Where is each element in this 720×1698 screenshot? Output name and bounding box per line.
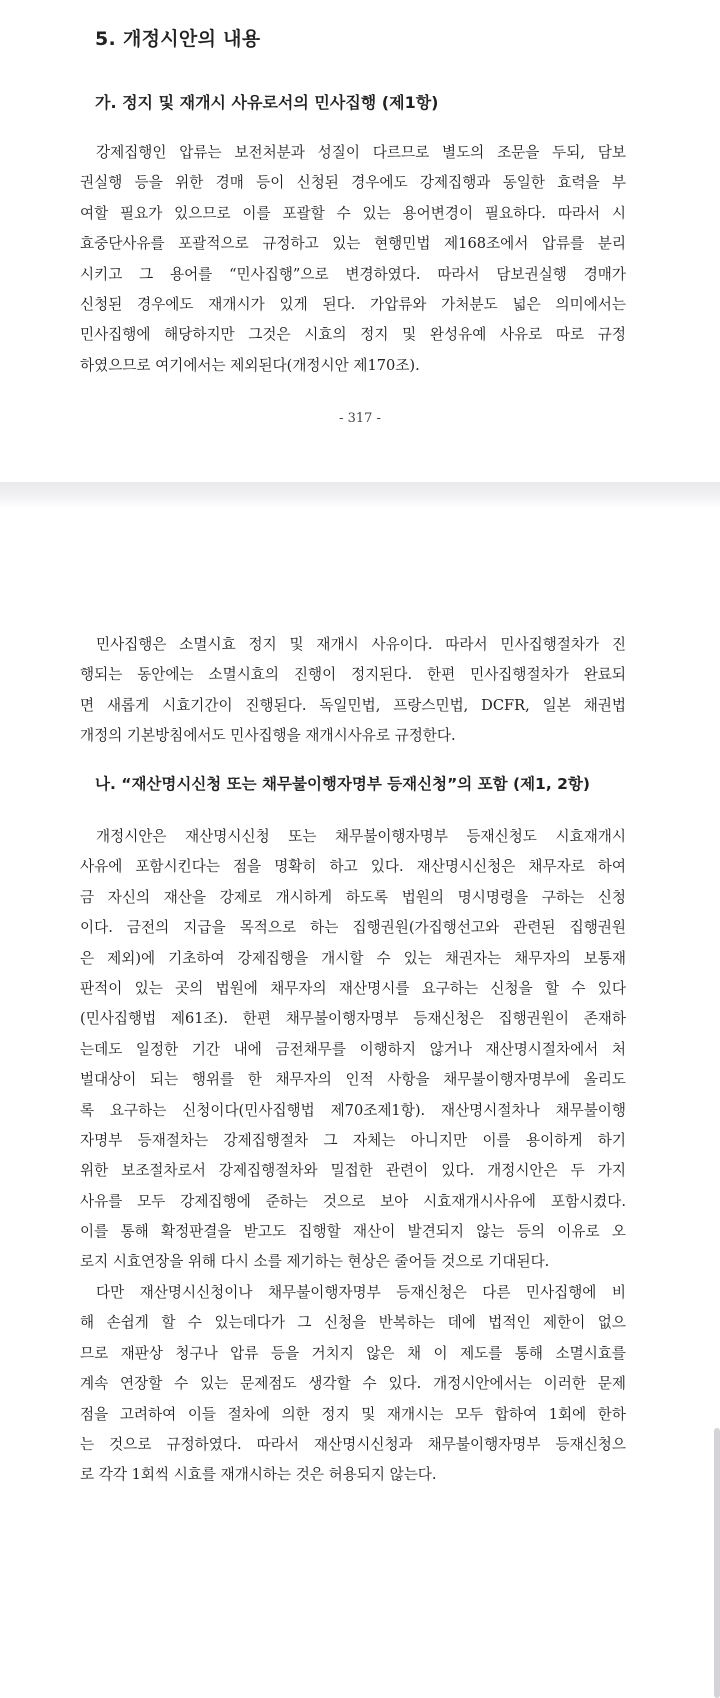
text-line: 점을 고려하여 이들 절차에 의한 정지 및 재개시는 모두 합하여 1회에 한하	[80, 1405, 626, 1423]
text-line: 강제집행인 압류는 보전처분과 성질이 다르므로 별도의 조문을 두되, 담보	[96, 144, 626, 161]
text-line: 사유를 모두 강제집행에 준하는 것으로 보아 시효재개시사유에 포함시켰다.	[80, 1192, 626, 1210]
text-line: 면 새롭게 시효기간이 진행된다. 독일민법, 프랑스민법, DCFR, 일본 채권법	[80, 696, 626, 714]
text-line: 시키고 그 용어를 “민사집행”으로 변경하였다. 따라서 담보권실행 경매가	[80, 265, 626, 283]
document-page-317	[0, 0, 720, 482]
text-line: 민사집행은 소멸시효 정지 및 재개시 사유이다. 따라서 민사집행절차가 진	[96, 636, 626, 653]
text-line: 위한 보조절차로서 강제집행절차와 밀접한 관련이 있다. 개정시안은 두 가지	[80, 1162, 626, 1180]
text-line: 이다. 금전의 지급을 목적으로 하는 집행권원(가집행선고와 관련된 집행권원	[80, 919, 626, 937]
text-line: 계속 연장할 수 있는 문제점도 생각할 수 있다. 개정시안에서는 이러한 문제	[80, 1375, 626, 1393]
text-line: (민사집행법 제61조). 한편 채무불이행자명부 등재신청은 집행권원이 존재하	[80, 1010, 626, 1028]
scrollbar[interactable]	[714, 1428, 720, 1698]
text-line: 신청된 경우에도 재개시가 있게 된다. 가압류와 가처분도 넓은 의미에서는	[80, 295, 626, 313]
text-line: 벌대상이 되는 행위를 한 채무자의 인적 사항을 채무불이행자명부에 올리도	[80, 1071, 626, 1089]
page-separator	[0, 482, 720, 508]
text-line: 권실행 등을 위한 경매 등이 신청된 경우에도 강제집행과 동일한 효력을 부	[80, 174, 626, 192]
page-number: - 317 -	[339, 411, 381, 426]
text-line: 는 것으로 규정하였다. 따라서 재산명시신청과 채무불이행자명부 등재신청으	[80, 1435, 626, 1453]
text-line: 는데도 일정한 기간 내에 금전채무를 이행하지 않거나 재산명시절차에서 처	[80, 1040, 626, 1058]
text-line: 다만 재산명시신청이나 채무불이행자명부 등재신청은 다른 민사집행에 비	[96, 1284, 626, 1301]
text-line: 금 자신의 재산을 강제로 개시하게 하도록 법원의 명시명령을 구하는 신청	[80, 888, 626, 906]
text-line: 로 각각 1회씩 시효를 재개시하는 것은 허용되지 않는다.	[80, 1466, 437, 1484]
text-line: 자명부 등재절차는 강제집행절차 그 자체는 아니지만 이를 용이하게 하기	[80, 1131, 626, 1149]
text-line: 이를 통해 확정판결을 받고도 집행할 재산이 발견되지 않는 등의 이유로 오	[80, 1223, 626, 1241]
document-page-318[interactable]	[0, 508, 720, 1484]
text-line: 효중단사유를 포괄적으로 규정하고 있는 현행민법 제168조에서 압류를 분리	[80, 235, 626, 253]
text-line: 해 손쉽게 할 수 있는데다가 그 신청을 반복하는 데에 법적인 제한이 없으	[80, 1314, 626, 1332]
paragraph-continuation	[80, 630, 626, 752]
paragraph-na-2	[80, 1278, 626, 1491]
text-line: 은 제외)에 기초하여 강제집행을 개시할 수 있는 채권자는 채무자의 보통재	[80, 949, 626, 967]
text-line: 행되는 동안에는 소멸시효의 진행이 정지된다. 한편 민사집행절차가 완료되	[80, 666, 626, 684]
text-line: 사유에 포함시킨다는 점을 명확히 하고 있다. 재산명시신청은 채무자로 하여	[80, 858, 626, 876]
text-line: 판적이 있는 곳의 법원에 채무자의 재산명시를 요구하는 신청을 할 수 있다	[80, 979, 626, 997]
text-line: 하였으므로 여기에서는 제외된다(개정시안 제170조).	[80, 356, 420, 374]
subsection-heading-ga: 가. 정지 및 재개시 사유로서의 민사집행 (제1항)	[95, 93, 439, 112]
text-line: 록 요구하는 신청이다(민사집행법 제70조제1항). 재산명시절차나 채무불이행	[80, 1101, 626, 1119]
text-line: 개정시안은 재산명시신청 또는 채무불이행자명부 등재신청도 시효재개시	[96, 828, 626, 845]
paragraph-ga	[80, 138, 626, 381]
subsection-heading-na: 나. “재산명시신청 또는 채무불이행자명부 등재신청”의 포함 (제1, 2항)	[95, 775, 590, 793]
text-line: 개정의 기본방침에서도 민사집행을 재개시사유로 규정한다.	[80, 727, 456, 745]
text-line: 민사집행에 해당하지만 그것은 시효의 정지 및 완성유예 사유로 따로 규정	[80, 326, 626, 344]
text-line: 로지 시효연장을 위해 다시 소를 제기하는 현상은 줄어들 것으로 기대된다.	[80, 1253, 550, 1271]
text-line: 여할 필요가 있으므로 이를 포괄할 수 있는 용어변경이 필요하다. 따라서 시	[80, 204, 626, 222]
text-line: 므로 재판상 청구나 압류 등을 거치지 않은 채 이 제도를 통해 소멸시효를	[80, 1344, 626, 1362]
section-heading: 5. 개정시안의 내용	[95, 28, 261, 50]
paragraph-na-1	[80, 822, 626, 1278]
